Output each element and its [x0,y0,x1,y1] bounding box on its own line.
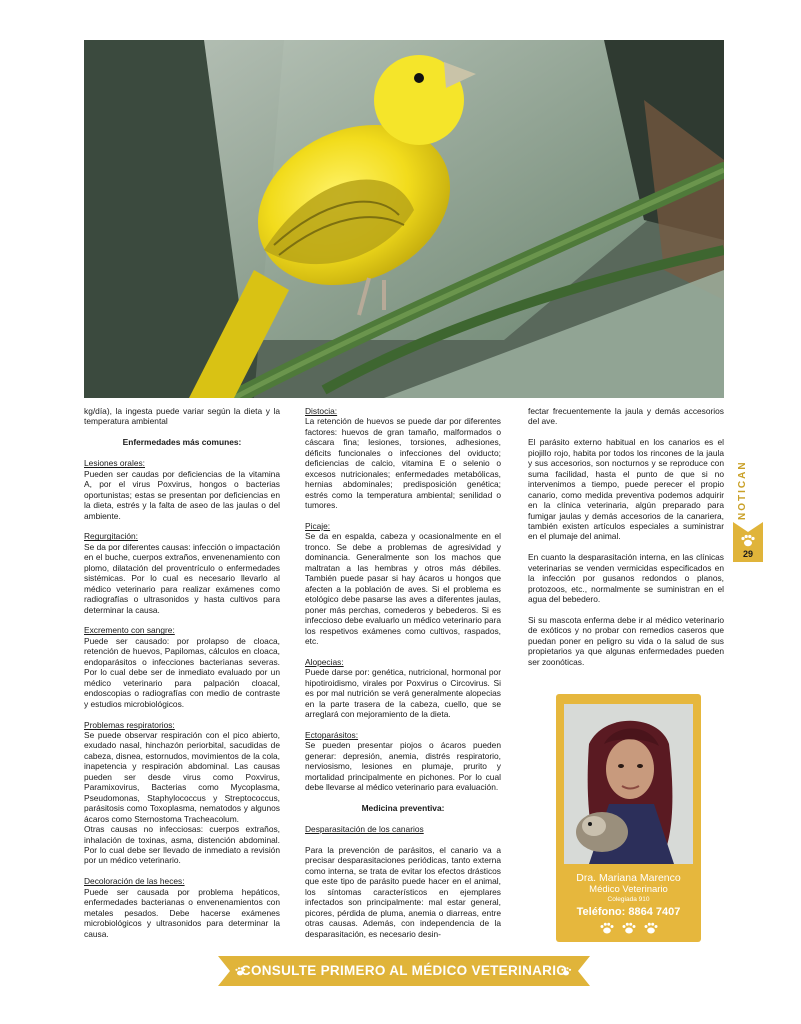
footer-banner [218,956,590,986]
paragraph: Se da en espalda, cabeza y ocasionalmente en el tronco. Se debe a problemas de agresividad y dominancia. Generalmente son los machos que maltratan a las hembras y otros más débiles. También puede pasar si hay ácaros u hongos que afecten a la población de aves. Si el problema es etológico debe pasarse las aves a diferentes jaulas, poner más perchas, comederos y bebederos. Si es infeccioso debe evaluarlo un médico veterinario para los respetivos exámenes como cultivos, raspados, etc. [305,531,501,646]
author-portrait [564,704,693,864]
paragraph: En cuanto la desparasitación interna, en las clínicas veterinarias se venden vermicidas especificados en la infección por gusanos redondos o planos, protozoos, etc., normalmente se suministran en el agua del bebedero. [528,552,724,605]
page-number: 29 [742,549,754,559]
subsection-heading: Desparasitación de los canarios [305,824,424,835]
subsection-heading: Excremento con sangre: [84,625,175,636]
paragraph: Se pueden presentar piojos o ácaros pueden generar: depresión, anemia, distrés respiratorio, nerviosismo, lesiones en plumaje, prurito y mortalidad principalmente en pichones. Por lo cual debe llevarse al médico veterinario para evaluación. [305,740,501,793]
subsection-heading: Alopecias: [305,656,344,667]
article-column-2 [305,406,501,949]
author-name: Dra. Mariana Marenco [576,872,681,884]
page-side-tab [733,460,763,564]
paw-icon [645,923,658,934]
paragraph: Se puede observar respiración con el pico abierto, exudado nasal, hinchazón periorbital, sacudidas de cabeza, disnea, estornudos, movimientos de la cola, inapetencia y respiración abdominal. Las causas pueden ser desde virus como Poxvirus, Paramixovirus, Bacterias como Mycoplasma, Pseudomonas, Staphylococcus y Streptococcus, parásitosis como Toxoplasma, nematodos y algunos ácaros como Sternostoma Tracheacolum. [84,729,280,824]
subsection-heading: Lesiones orales: [84,458,145,469]
paw-icon [601,923,614,934]
paragraph: Puede darse por: genética, nutricional, hormonal por hipotiroidismo, virales por Poxvirus o Circovirus. Si es por mal nutrición se verá generalmente alopecias en la parte trasera de la cabeza, cuello, que se arreglará con mejoramiento de la dieta. [305,667,501,720]
author-role: Médico Veterinario [589,884,668,895]
article-column-1 [84,406,280,949]
author-photo [564,704,693,864]
section-heading: Medicina preventiva: [361,803,445,814]
paragraph: La retención de huevos se puede dar por diferentes factores: huevos de gran tamaño, malformados o cáscara fina; lesiones, torsiones, adhesiones, déficits funcionales o infecciones del oviducto; deficiencias de calcio, vitamina E o selenio o excesos nutricionales; enfermedades metabólicas, hernias abdominales; predisposición genética; estrés como la temperatura ambiental; senilidad o tumores. [305,416,501,511]
subsection-heading: Ectoparásitos: [305,730,359,740]
author-registration: Colegiada 910 [607,896,650,903]
brand-label: NOTICAN [737,460,748,520]
banner-text: CONSULTE PRIMERO AL MÉDICO VETERINARIO [240,963,568,978]
article-column-3 [528,406,724,678]
subsection-heading: Decoloración de las heces: [84,876,185,887]
subsection-heading: Regurgitación: [84,531,139,542]
paragraph: Se da por diferentes causas: infección o impactación en el buche, cuerpos extraños, envenenamiento con plomo, dilatación del proventrículo o enfermedades sistémicas. Por lo cual es necesario llevarlo al médico veterinario para realizar exámenes como radiografías o ultrasonidos y hasta cultivos para determinar la causa. [84,541,280,615]
intro-text: kg/día), la ingesta puede variar según la dieta y la temperatura ambiental [84,406,280,427]
paragraph: Para la prevención de parásitos, el canario va a precisar desparasitaciones periódicas, tanto externa como interna, se trata de evitar los efectos drásticos que este tipo de parásito puede hacer en el animal, los síntomas característicos en ejemplares infectados son principalmente: mal estar general, picores, pérdida de pluma, anemia o diarreas, entre otras causas. Además, con independencia de la desparasitación, es necesario desin- [305,844,501,939]
author-phone: Teléfono: 8864 7407 [576,906,681,918]
paragraph: fectar frecuentemente la jaula y demás accesorios del ave. [528,406,724,427]
section-heading: Enfermedades más comunes: [122,437,242,448]
canary-illustration [84,40,724,398]
hero-photo [84,40,724,398]
paragraph: Otras causas no infecciosas: cuerpos extraños, inhalación de toxinas, asma, distención abdominal. Por lo cual debe ser llevado de inmediato a revisión por un médico veterinario. [84,824,280,866]
paragraph: Si su mascota enferma debe ir al médico veterinario de exóticos y no probar con remedios caseros que puedan poner en peligro su vida o la salud de sus propietarios ya que algunas enfermedades pueden ser zoonóticas. [528,615,724,667]
paw-icons-row [598,920,660,936]
paragraph: Puede ser causado: por prolapso de cloaca, retención de huevos, Papilomas, cálculos en cloaca, endoparásitos o infecciones bacterianas severas. Por lo cual debe ser de inmediato evaluado por un médico veterinario para palpación cloacal, endoscopias o radiografías con medio de contraste y estudios microbiológicos. [84,635,280,709]
author-card [556,694,701,942]
paragraph: Puede ser causada por problema hepáticos, enfermedades bacterianas o envenenamientos con metales pesados. Debe hacerse exámenes microbiológicos y ultrasonidos para determinar la causa. [84,886,280,939]
paw-icon [623,923,636,934]
page-number-badge [733,522,763,562]
subsection-heading: Problemas respiratorios: [84,719,175,730]
paragraph: El parásito externo habitual en los canarios es el piojillo rojo, habita por todos los rincones de la jaula y sus accesorios, son nocturnos y se reproduce con suma facilidad, hasta el punto de que si no intervenimos a tiempo, puede perecer el propio canario, como medida preventiva podemos adquirir en la clínica veterinaria, algún preparado para fumigar jaulas y demás accesorios de la canariera, también existen artículos especiales a suministrar en el plumaje del animal. [528,437,724,542]
paragraph: Pueden ser caudas por deficiencias de la vitamina A, por el virus Poxvirus, hongos o bacterias oportunistas; estas se presentan por deficiencias en la dieta, estrés y la falta de aseo de las jaulas o del ambiente. [84,468,280,521]
subsection-heading: Distocia: [305,406,338,416]
subsection-heading: Picaje: [305,520,331,531]
